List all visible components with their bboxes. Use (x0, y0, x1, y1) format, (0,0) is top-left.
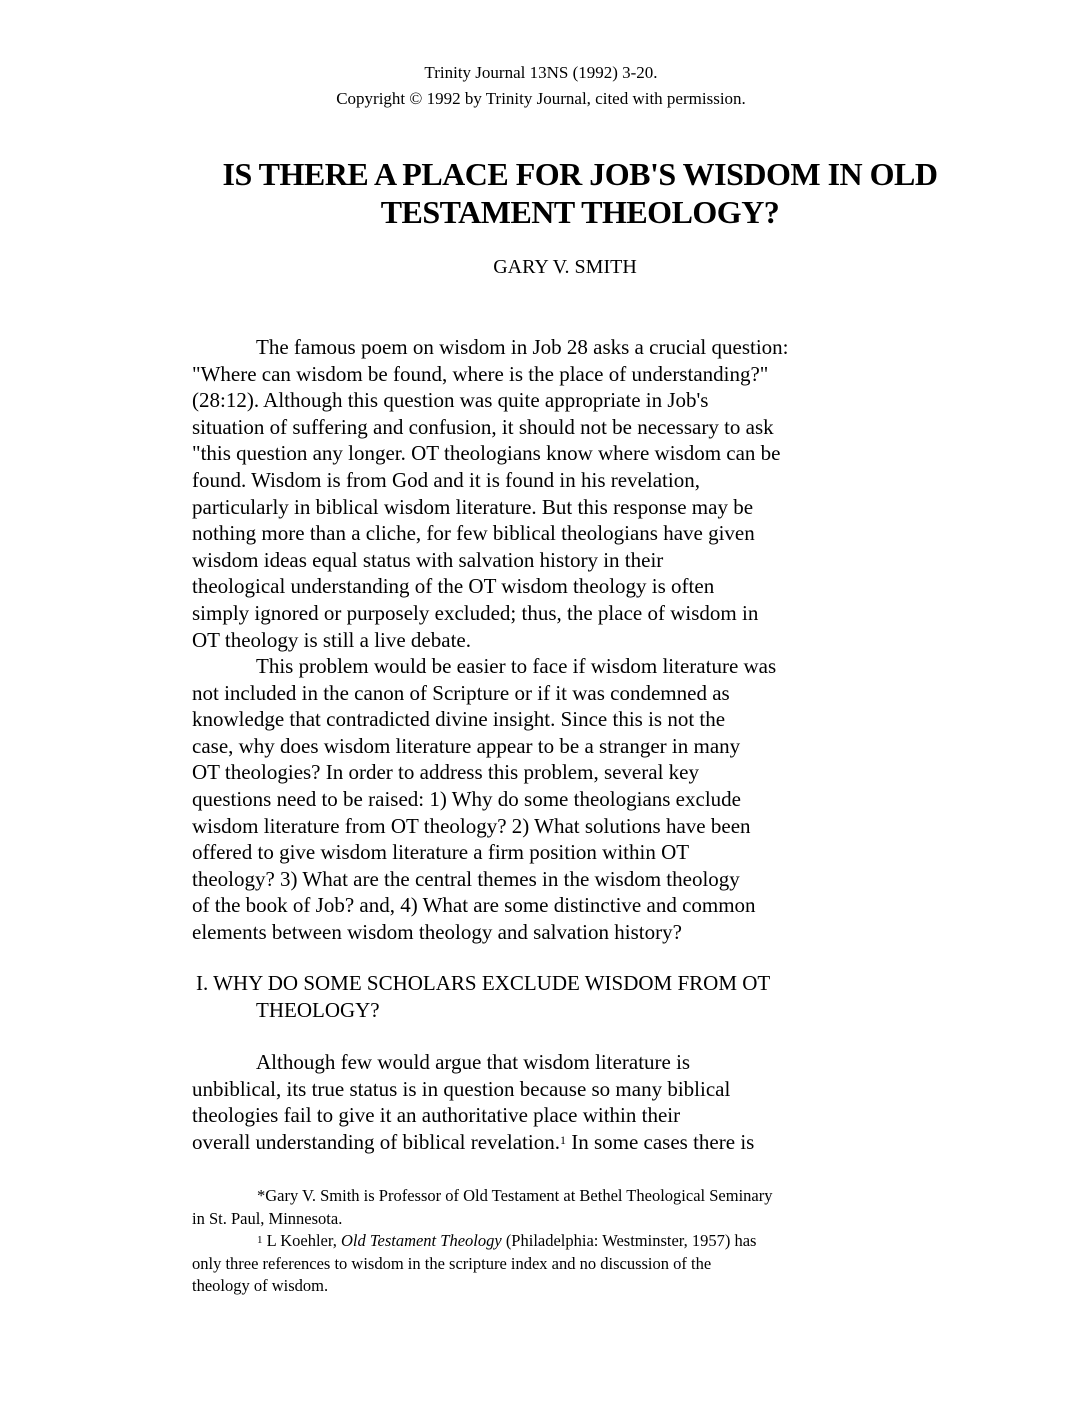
text-line: case, why does wisdom literature appear to be a stranger in many (192, 733, 741, 758)
text-line: elements between wisdom theology and salvation history? (192, 919, 682, 944)
text-line: "Where can wisdom be found, where is the place of understanding?" (192, 361, 769, 386)
footnote-author: L Koehler, (262, 1231, 341, 1251)
text-line: OT theologies? In order to address this problem, several key (192, 760, 699, 785)
text-line: of the book of Job? and, 4) What are some distinctive and common (192, 893, 756, 918)
author-footnote-line: *Gary V. Smith is Professor of Old Testament at Bethel Theological Seminary (257, 1186, 773, 1205)
heading-line: I. WHY DO SOME SCHOLARS EXCLUDE WISDOM FROM OT (196, 971, 771, 995)
text-line: "this question any longer. OT theologians know where wisdom can be (192, 441, 781, 466)
text-line: knowledge that contradicted divine insight. Since this is not the (192, 707, 726, 732)
article-title (160, 155, 1000, 231)
text-line: questions need to be raised: 1) Why do some theologians exclude (192, 786, 741, 811)
text-line: found. Wisdom is from God and it is found in his revelation, (192, 467, 700, 492)
footnote-1-line (192, 1230, 892, 1253)
footnotes (192, 1185, 892, 1298)
text-line: theological understanding of the OT wisdom theology is often (192, 574, 715, 599)
text-fragment: overall understanding of biblical revelation. (192, 1129, 560, 1154)
text-line: The famous poem on wisdom in Job 28 asks a crucial question: (256, 335, 789, 359)
footnote-1-line: theology of wisdom. (192, 1276, 329, 1296)
text-fragment: In some cases there is (565, 1129, 755, 1154)
text-line: offered to give wisdom literature a firm position within OT (192, 840, 690, 865)
title-line: TESTAMENT THEOLOGY? (380, 194, 780, 230)
text-line: theology? 3) What are the central themes in the wisdom theology (192, 866, 740, 891)
text-line: wisdom ideas equal status with salvation history in their (192, 547, 664, 572)
paragraph-problem (192, 653, 852, 946)
footnote-marker: 1 (257, 1234, 263, 1247)
heading-line: THEOLOGY? (256, 997, 380, 1022)
text-line: not included in the canon of Scripture or if it was condemned as (192, 680, 730, 705)
text-line: wisdom literature from OT theology? 2) What solutions have been (192, 813, 751, 838)
paragraph-intro (192, 334, 852, 653)
journal-citation: Trinity Journal 13NS (1992) 3-20. (424, 63, 658, 82)
copyright-notice: Copyright © 1992 by Trinity Journal, cited with permission. (336, 89, 746, 108)
paragraph-section-one (192, 1049, 852, 1155)
text-line: This problem would be easier to face if wisdom literature was (256, 654, 777, 678)
text-line (192, 1129, 852, 1156)
text-line: nothing more than a cliche, for few biblical theologians have given (192, 521, 755, 546)
footnote-1-line: only three references to wisdom in the scripture index and no discussion of the (192, 1253, 712, 1273)
author-footnote-line: in St. Paul, Minnesota. (192, 1208, 343, 1228)
text-line: OT theology is still a live debate. (192, 627, 471, 652)
section-heading (196, 970, 770, 1023)
text-line: unbiblical, its true status is in question because so many biblical (192, 1076, 731, 1101)
text-line: Although few would argue that wisdom literature is (256, 1050, 691, 1074)
text-line: particularly in biblical wisdom literature. But this response may be (192, 494, 754, 519)
author-name: GARY V. SMITH (493, 256, 637, 278)
text-line: simply ignored or purposely excluded; thus, the place of wisdom in (192, 600, 759, 625)
footnote-reference[interactable]: 1 (559, 1132, 566, 1147)
text-line: situation of suffering and confusion, it should not be necessary to ask (192, 414, 774, 439)
footnote-book-title: Old Testament Theology (340, 1231, 502, 1251)
footnote-publication: (Philadelphia: Westminster, 1957) has (501, 1231, 757, 1251)
text-line: theologies fail to give it an authoritative place within their (192, 1103, 681, 1128)
text-line: (28:12). Although this question was quite appropriate in Job's (192, 388, 709, 413)
title-line: IS THERE A PLACE FOR JOB'S WISDOM IN OLD (222, 156, 938, 192)
